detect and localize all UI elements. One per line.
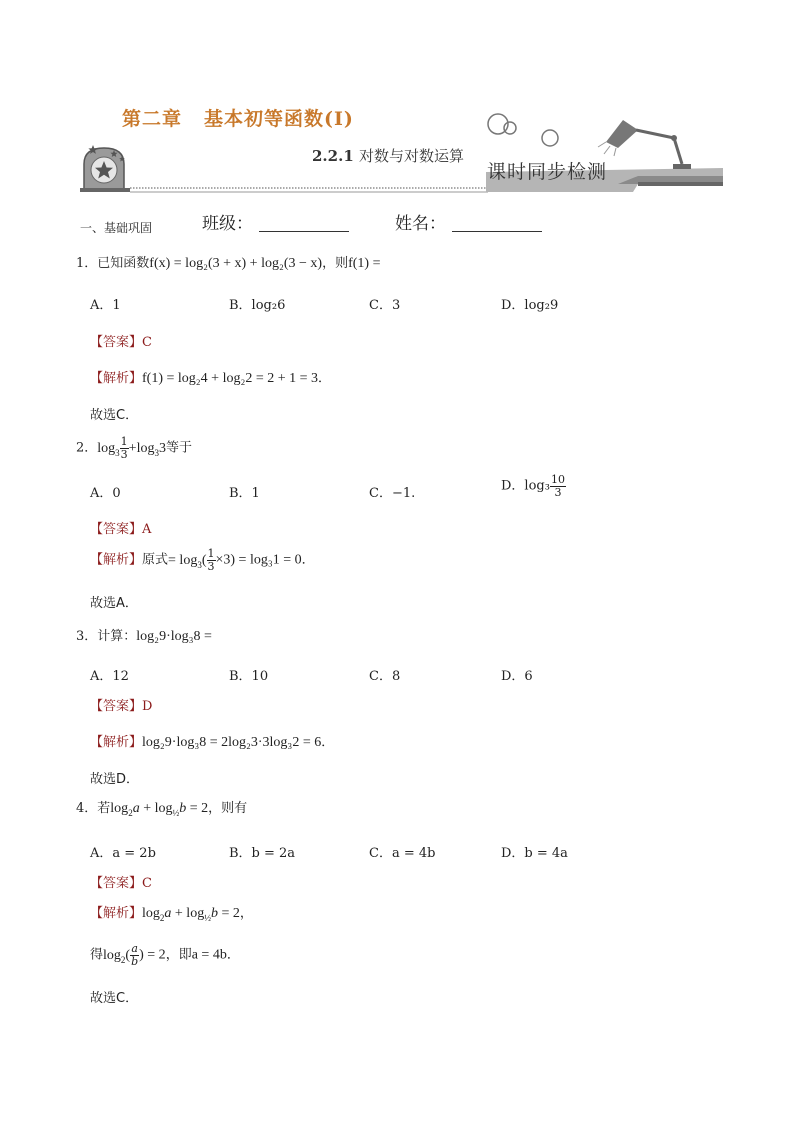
question-2: 2．$\log_3$ $\frac{1}{3}$ $+\log_33$等于 bbox=[76, 435, 192, 461]
q2-option-c: C．−1. bbox=[369, 486, 416, 501]
q4-conclusion: 故选C． bbox=[90, 991, 139, 1006]
class-blank bbox=[259, 215, 349, 232]
q3-option-c: C．8 bbox=[369, 669, 401, 684]
q2-conclusion: 故选A． bbox=[90, 596, 138, 611]
q3-option-b: B．10 bbox=[229, 669, 269, 684]
q4-analysis: 【解析】$\log_2a + \log_{\frac{1}{2}}b = 2$， bbox=[90, 906, 253, 923]
lesson-title: 对数与对数运算 bbox=[359, 147, 465, 165]
q1-option-b: B．log₂6 bbox=[229, 298, 286, 313]
star-badge-icon bbox=[80, 145, 130, 192]
name-field bbox=[395, 209, 542, 234]
class-field bbox=[202, 209, 349, 234]
q1-option-a: A．1 bbox=[90, 298, 121, 313]
q4-option-c: C．a = 4b bbox=[369, 846, 436, 861]
q1-option-c: C．3 bbox=[369, 298, 401, 313]
class-label: 班级： bbox=[202, 214, 253, 234]
q4-analysis-cont: 得$\log_2$( $\frac{a}{b}$ ) = 2，即a = 4b． bbox=[90, 942, 240, 968]
q4-option-b: B．b = 2a bbox=[229, 846, 296, 861]
lesson-heading bbox=[312, 145, 464, 166]
q2-answer: 【答案】A bbox=[90, 522, 152, 537]
q1-answer: 【答案】C bbox=[90, 335, 152, 350]
check-title: 课时同步检测 bbox=[487, 161, 608, 183]
q1-conclusion: 故选C． bbox=[90, 408, 139, 423]
q2-analysis: 【解析】原式= $\log_3$( $\frac{1}{3}$ ×3) = log₃1 = 0． bbox=[90, 547, 315, 573]
q3-answer: 【答案】D bbox=[90, 699, 153, 714]
q2-option-b: B．1 bbox=[229, 486, 260, 501]
chapter-title: 基本初等函数(Ⅰ) bbox=[204, 108, 354, 130]
desk-lamp-icon bbox=[598, 120, 691, 169]
chapter-number: 第二章 bbox=[122, 108, 183, 130]
q3-conclusion: 故选D． bbox=[90, 772, 140, 787]
q2-option-d: D．log₃ $\frac{10}{3}$ bbox=[501, 473, 565, 499]
q3-option-a: A．12 bbox=[90, 669, 129, 684]
q2-option-a: A．0 bbox=[90, 486, 121, 501]
q3-analysis: 【解析】log₂9·log₃8 = 2log₂3·3log₃2 = 6． bbox=[90, 735, 335, 750]
q3-option-d: D．6 bbox=[501, 669, 533, 684]
q1-option-d: D．log₂9 bbox=[501, 298, 559, 313]
q1-analysis: 【解析】f(1) = log₂4 + log₂2 = 2 + 1 = 3． bbox=[90, 371, 332, 386]
question-4: 4．若$\log_2a + \log_{\frac{1}{2}}b = 2$，则有 bbox=[76, 801, 248, 818]
lesson-number: 2.2.1 bbox=[312, 147, 354, 165]
name-blank bbox=[452, 215, 542, 232]
q4-answer: 【答案】C bbox=[90, 876, 152, 891]
name-label: 姓名： bbox=[395, 214, 446, 234]
question-1: 1．已知函数f(x) = log₂(3 + x) + log₂(3 − x)，则f(1) = bbox=[76, 256, 381, 271]
q4-option-a: A．a = 2b bbox=[90, 846, 156, 861]
section-title: 一、基础巩固 bbox=[80, 221, 153, 235]
q4-option-d: D．b = 4a bbox=[501, 846, 568, 861]
question-3: 3．计算：log₂9·log₃8 = bbox=[76, 629, 212, 644]
